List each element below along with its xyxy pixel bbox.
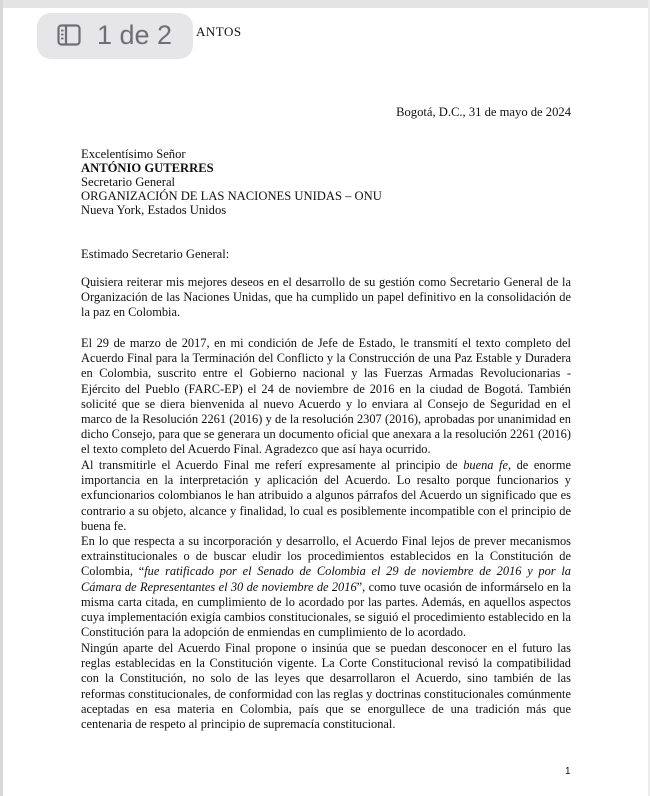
letterhead-text: ANTOS [196, 24, 242, 39]
paragraph-3-text-b: , de enorme importancia en la interpretación y aplicación del Acuerdo. Lo resalto porque funcionarios y exfuncionarios colombianos le han atribuido a algunos párrafos del Acuerdo un significado que es contrario a su objeto, alcance y finalidad, lo cual es posiblemente incompatible con el principio de buena fe. [81, 458, 571, 533]
letter-greeting: Estimado Secretario General: [81, 247, 230, 261]
paragraph-4-text-b: ”, como tuve ocasión de informárselo en la misma carta citada, en cumplimiento de lo acordado por las partes. Además, en aquellos aspectos cuya implementación exigía cambios constitucionales, se siguió el procedimiento establecido en la Constitución para la adopción de enmiendas en cumplimiento de lo acordado. [81, 579, 571, 640]
letter-date: Bogotá, D.C., 31 de mayo de 2024 [396, 105, 571, 119]
recipient-location: Nueva York, Estados Unidos [81, 203, 227, 217]
sidebar-toggle-icon [57, 24, 81, 46]
paragraph-1: Quisiera reiterar mis mejores deseos en el desarrollo de su gestión como Secretario General de la Organización de las Naciones Unidas, que ha cumplido un papel definitivo en la consolidación de la paz en Colombia. [81, 275, 571, 320]
recipient-organization: ORGANIZACIÓN DE LAS NACIONES UNIDAS – ONU [81, 189, 382, 203]
page-top-edge [0, 0, 650, 8]
recipient-position: Secretario General [81, 175, 176, 189]
page-left-edge [0, 0, 3, 796]
paragraph-3 [81, 458, 571, 534]
page-indicator-badge[interactable] [37, 13, 193, 59]
paragraph-4-quotation: fue ratificado por el Senado de Colombia el 29 de noviembre de 2016 y por la Cámara de Representantes el 30 de noviembre de 2016 [81, 564, 571, 594]
paragraph-5: Ningún aparte del Acuerdo Final propone o insinúa que se puedan desconocer en el futuro las reglas establecidas en la Constitución vigente. La Corte Constitucional revisó la compatibilidad con la Constitución, no solo de las leyes que desarrollaron el Acuerdo, sino también de las reformas constitucionales, de conformidad con las reglas y doctrinas constitucionales comúnmente aceptadas en esa materia en Colombia, país que se enorgullece de una tradición más que centenaria de respeto al principio de supremacía constitucional. [81, 641, 571, 732]
page-number: 1 [565, 766, 571, 777]
paragraph-3-emphasis: buena fe [463, 458, 508, 472]
paragraph-3-text-a: Al transmitirle el Acuerdo Final me referí expresamente al principio de [81, 458, 464, 472]
recipient-salutation-title: Excelentísimo Señor [81, 147, 186, 161]
paragraph-4 [81, 534, 571, 640]
recipient-name: ANTÓNIO GUTERRES [81, 161, 214, 175]
paragraph-4-text-a: En lo que respecta a su incorporación y desarrollo, el Acuerdo Final lejos de prever mecanismos extrainstitucionales o de buscar eludir los procedimientos establecidos en la Constitución de Colombia, “ [81, 534, 571, 579]
page-indicator-label: 1 de 2 [97, 20, 173, 50]
paragraph-2: El 29 de marzo de 2017, en mi condición de Jefe de Estado, le transmití el texto completo del Acuerdo Final para la Terminación del Conflicto y la Construcción de una Paz Estable y Duradera en Colombia, suscrito entre el Gobierno nacional y las Fuerzas Armadas Revolucionarias - Ejército del Pueblo (FARC-EP) el 24 de noviembre de 2016 en la ciudad de Bogotá. También solicité que se diera bienvenida al nuevo Acuerdo y lo enviara al Consejo de Seguridad en el marco de la Resolución 2261 (2016) y de la resolución 2307 (2016), aprobadas por unanimidad en dicho Consejo, para que se generara un documento oficial que anexara a la resolución 2261 (2016) el texto completo del Acuerdo Final. Agradezco que así haya ocurrido. [81, 336, 571, 457]
